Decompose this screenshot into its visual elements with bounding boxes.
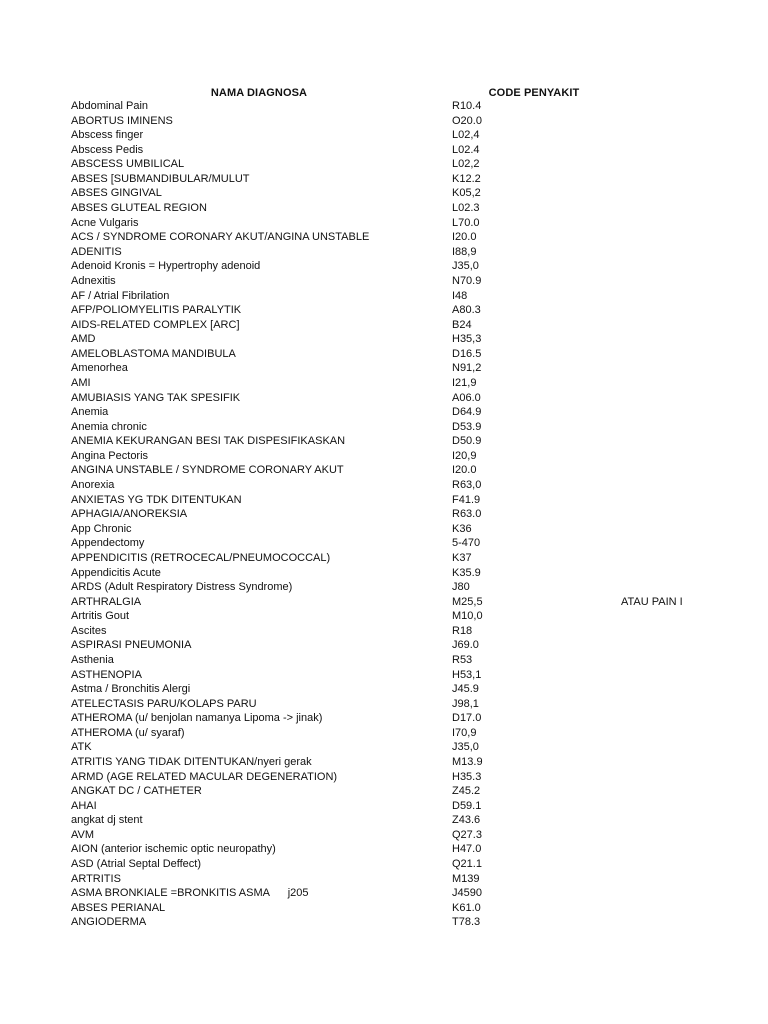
column-header-nama-diagnosa: NAMA DIAGNOSA [210, 87, 308, 99]
table-row [0, 799, 768, 814]
table-row [0, 901, 768, 916]
diagnosis-name-cell: APHAGIA/ANOREKSIA [71, 508, 188, 521]
table-row [0, 347, 768, 362]
diagnosis-name-cell: Ascites [71, 624, 107, 637]
diagnosis-name-cell: ASTHENOPIA [71, 668, 142, 681]
column-header-code-penyakit: CODE PENYAKIT [488, 87, 580, 99]
disease-code-cell: O20.0 [452, 114, 482, 127]
diagnosis-name-cell: ATELECTASIS PARU/KOLAPS PARU [71, 697, 257, 710]
disease-code-cell: J35,0 [452, 741, 479, 754]
diagnosis-name-cell: AION (anterior ischemic optic neuropathy) [71, 843, 276, 856]
table-row [0, 201, 768, 216]
disease-code-cell: R53 [452, 653, 473, 666]
disease-code-cell: N91,2 [452, 362, 482, 375]
table-row [0, 770, 768, 785]
disease-code-cell: I70,9 [452, 726, 477, 739]
diagnosis-name-cell: Astma / Bronchitis Alergi [71, 683, 191, 696]
disease-code-cell: H53,1 [452, 668, 482, 681]
table-row [0, 536, 768, 551]
diagnosis-name-cell: AF / Atrial Fibrilation [71, 289, 170, 302]
table-row [0, 318, 768, 333]
disease-code-cell: M25,5 [452, 595, 483, 608]
diagnosis-name-cell: ASPIRASI PNEUMONIA [71, 639, 192, 652]
table-row [0, 463, 768, 478]
diagnosis-name-cell: AMUBIASIS YANG TAK SPESIFIK [71, 391, 241, 404]
table-row [0, 697, 768, 712]
disease-code-cell: J69.0 [452, 639, 479, 652]
table-row [0, 99, 768, 114]
diagnosis-name-cell: Anorexia [71, 479, 115, 492]
table-row [0, 668, 768, 683]
disease-code-cell: D17.0 [452, 712, 482, 725]
diagnosis-name-cell: Amenorhea [71, 362, 128, 375]
disease-code-cell: I20,9 [452, 449, 477, 462]
table-row [0, 274, 768, 289]
disease-code-cell: Q27.3 [452, 828, 482, 841]
table-row [0, 391, 768, 406]
disease-code-cell: L70.0 [452, 216, 480, 229]
disease-code-cell: I21,9 [452, 376, 477, 389]
diagnosis-name-cell: AFP/POLIOMYELITIS PARALYTIK [71, 304, 242, 317]
table-row [0, 361, 768, 376]
table-row [0, 376, 768, 391]
diagnosis-name-cell: ARMD (AGE RELATED MACULAR DEGENERATION) [71, 770, 338, 783]
table-row [0, 653, 768, 668]
disease-code-cell: I48 [452, 289, 468, 302]
diagnosis-name-cell: ABSES [SUBMANDIBULAR/MULUT [71, 172, 250, 185]
disease-code-cell: A80.3 [452, 304, 481, 317]
disease-code-cell: F41.9 [452, 493, 481, 506]
disease-code-cell: M139 [452, 872, 480, 885]
table-row [0, 128, 768, 143]
disease-code-cell: I20.0 [452, 464, 477, 477]
diagnosis-name-cell: ANGIODERMA [71, 916, 147, 929]
diagnosis-name-cell: ABSCESS UMBILICAL [71, 158, 185, 171]
disease-code-cell: R63,0 [452, 479, 482, 492]
diagnosis-name-cell: ADENITIS [71, 245, 122, 258]
diagnosis-name-cell: Asthenia [71, 653, 114, 666]
diagnosis-name-cell: ANXIETAS YG TDK DITENTUKAN [71, 493, 242, 506]
table-row [0, 609, 768, 624]
diagnosis-name-cell: AIDS-RELATED COMPLEX [ARC] [71, 318, 240, 331]
disease-code-cell: K37 [452, 551, 472, 564]
diagnosis-name-cell: ARTHRALGIA [71, 595, 142, 608]
table-row [0, 740, 768, 755]
table-row [0, 566, 768, 581]
table-row [0, 230, 768, 245]
table-row [0, 886, 768, 901]
disease-code-cell: K12.2 [452, 172, 481, 185]
disease-code-cell: L02,2 [452, 158, 480, 171]
disease-code-cell: J35,0 [452, 260, 479, 273]
diagnosis-name-cell: ATRITIS YANG TIDAK DITENTUKAN/nyeri gerak [71, 756, 312, 769]
table-row [0, 245, 768, 260]
table-row [0, 259, 768, 274]
disease-code-cell: D64.9 [452, 406, 482, 419]
diagnosis-name-cell: Appendectomy [71, 537, 145, 550]
table-row [0, 755, 768, 770]
table-row [0, 507, 768, 522]
table-row [0, 303, 768, 318]
disease-code-cell: N70.9 [452, 274, 482, 287]
disease-code-cell: K36 [452, 522, 472, 535]
diagnosis-name-cell: Anemia [71, 406, 109, 419]
disease-code-cell: H35.3 [452, 770, 482, 783]
table-row [0, 842, 768, 857]
disease-code-cell: L02,4 [452, 129, 480, 142]
table-row [0, 638, 768, 653]
table-row [0, 493, 768, 508]
table-row [0, 420, 768, 435]
disease-code-cell: B24 [452, 318, 472, 331]
diagnosis-name-cell: angkat dj stent [71, 814, 143, 827]
table-row [0, 478, 768, 493]
diagnosis-name-cell: Angina Pectoris [71, 449, 149, 462]
diagnosis-name-cell: Acne Vulgaris [71, 216, 139, 229]
table-row [0, 449, 768, 464]
table-row [0, 857, 768, 872]
disease-code-cell: R18 [452, 624, 473, 637]
disease-code-cell: D16.5 [452, 347, 482, 360]
disease-code-cell: J45.9 [452, 683, 479, 696]
diagnosis-name-cell: ANGKAT DC / CATHETER [71, 785, 202, 798]
table-row [0, 595, 768, 610]
diagnosis-name-cell: Adenoid Kronis = Hypertrophy adenoid [71, 260, 261, 273]
table-row [0, 813, 768, 828]
diagnosis-name-cell: Artritis Gout [71, 610, 130, 623]
table-row [0, 332, 768, 347]
table-row [0, 434, 768, 449]
disease-code-cell: I88,9 [452, 245, 477, 258]
diagnosis-name-cell: AVM [71, 828, 95, 841]
diagnosis-name-cell: AHAI [71, 799, 97, 812]
disease-code-cell: D53.9 [452, 420, 482, 433]
table-row [0, 405, 768, 420]
diagnosis-name-cell: AMD [71, 333, 96, 346]
disease-code-cell: K61.0 [452, 901, 481, 914]
table-row [0, 784, 768, 799]
diagnosis-name-cell: ATHEROMA (u/ benjolan namanya Lipoma -> jinak) [71, 712, 323, 725]
disease-code-cell: J98,1 [452, 697, 479, 710]
diagnosis-name-cell: ARTRITIS [71, 872, 121, 885]
diagnosis-name-cell: ANEMIA KEKURANGAN BESI TAK DISPESIFIKASKAN [71, 435, 346, 448]
table-row [0, 726, 768, 741]
table-row [0, 216, 768, 231]
disease-code-cell: K35.9 [452, 566, 481, 579]
disease-code-cell: J4590 [452, 887, 482, 900]
table-row [0, 186, 768, 201]
disease-code-cell: M10,0 [452, 610, 483, 623]
table-row [0, 711, 768, 726]
disease-code-cell: D59.1 [452, 799, 482, 812]
diagnosis-name-cell: ARDS (Adult Respiratory Distress Syndrome) [71, 581, 293, 594]
disease-code-cell: J80 [452, 581, 470, 594]
disease-code-cell: L02.4 [452, 143, 480, 156]
diagnosis-name-cell: AMELOBLASTOMA MANDIBULA [71, 347, 236, 360]
disease-code-cell: D50.9 [452, 435, 482, 448]
diagnosis-name-cell: Abscess finger [71, 129, 144, 142]
disease-code-cell: I20.0 [452, 231, 477, 244]
table-row [0, 551, 768, 566]
diagnosis-name-cell: ABORTUS IMINENS [71, 114, 173, 127]
diagnosis-name-cell: ABSES GLUTEAL REGION [71, 202, 207, 215]
disease-code-cell: H35,3 [452, 333, 482, 346]
disease-code-cell: Z43.6 [452, 814, 481, 827]
table-row [0, 172, 768, 187]
table-row [0, 828, 768, 843]
diagnosis-table [0, 99, 768, 930]
diagnosis-name-cell: ABSES GINGIVAL [71, 187, 162, 200]
disease-code-cell: K05,2 [452, 187, 481, 200]
disease-code-cell: R10.4 [452, 100, 482, 112]
diagnosis-name-cell: App Chronic [71, 522, 132, 535]
table-row [0, 289, 768, 304]
diagnosis-name-cell: ATK [71, 741, 92, 754]
table-row [0, 682, 768, 697]
diagnosis-name-cell: ABSES PERIANAL [71, 901, 166, 914]
diagnosis-name-cell: Abscess Pedis [71, 143, 144, 156]
diagnosis-name-cell: ACS / SYNDROME CORONARY AKUT/ANGINA UNSTABLE [71, 231, 370, 244]
table-row [0, 580, 768, 595]
diagnosis-name-cell: ASMA BRONKIALE =BRONKITIS ASMA j205 [71, 887, 309, 900]
table-row [0, 143, 768, 158]
disease-code-cell: R63.0 [452, 508, 482, 521]
table-row [0, 522, 768, 537]
disease-code-cell: M13.9 [452, 756, 483, 769]
diagnosis-name-cell: APPENDICITIS (RETROCECAL/PNEUMOCOCCAL) [71, 551, 331, 564]
disease-code-cell: L02.3 [452, 202, 480, 215]
disease-code-cell: 5-470 [452, 537, 481, 550]
diagnosis-name-cell: Anemia chronic [71, 420, 147, 433]
diagnosis-name-cell: ASD (Atrial Septal Deffect) [71, 858, 202, 871]
note-cell: ATAU PAIN I [621, 595, 683, 608]
table-row [0, 114, 768, 129]
diagnosis-name-cell: Appendicitis Acute [71, 566, 161, 579]
disease-code-cell: Z45.2 [452, 785, 481, 798]
disease-code-cell: Q21.1 [452, 858, 482, 871]
table-row [0, 872, 768, 887]
diagnosis-name-cell: ANGINA UNSTABLE / SYNDROME CORONARY AKUT [71, 464, 344, 477]
table-row [0, 157, 768, 172]
table-row [0, 624, 768, 639]
diagnosis-name-cell: Abdominal Pain [71, 100, 149, 112]
disease-code-cell: A06.0 [452, 391, 481, 404]
diagnosis-name-cell: AMI [71, 376, 91, 389]
disease-code-cell: H47.0 [452, 843, 482, 856]
diagnosis-name-cell: ATHEROMA (u/ syaraf) [71, 726, 185, 739]
diagnosis-name-cell: Adnexitis [71, 274, 116, 287]
disease-code-cell: T78.3 [452, 916, 481, 929]
table-row [0, 915, 768, 930]
